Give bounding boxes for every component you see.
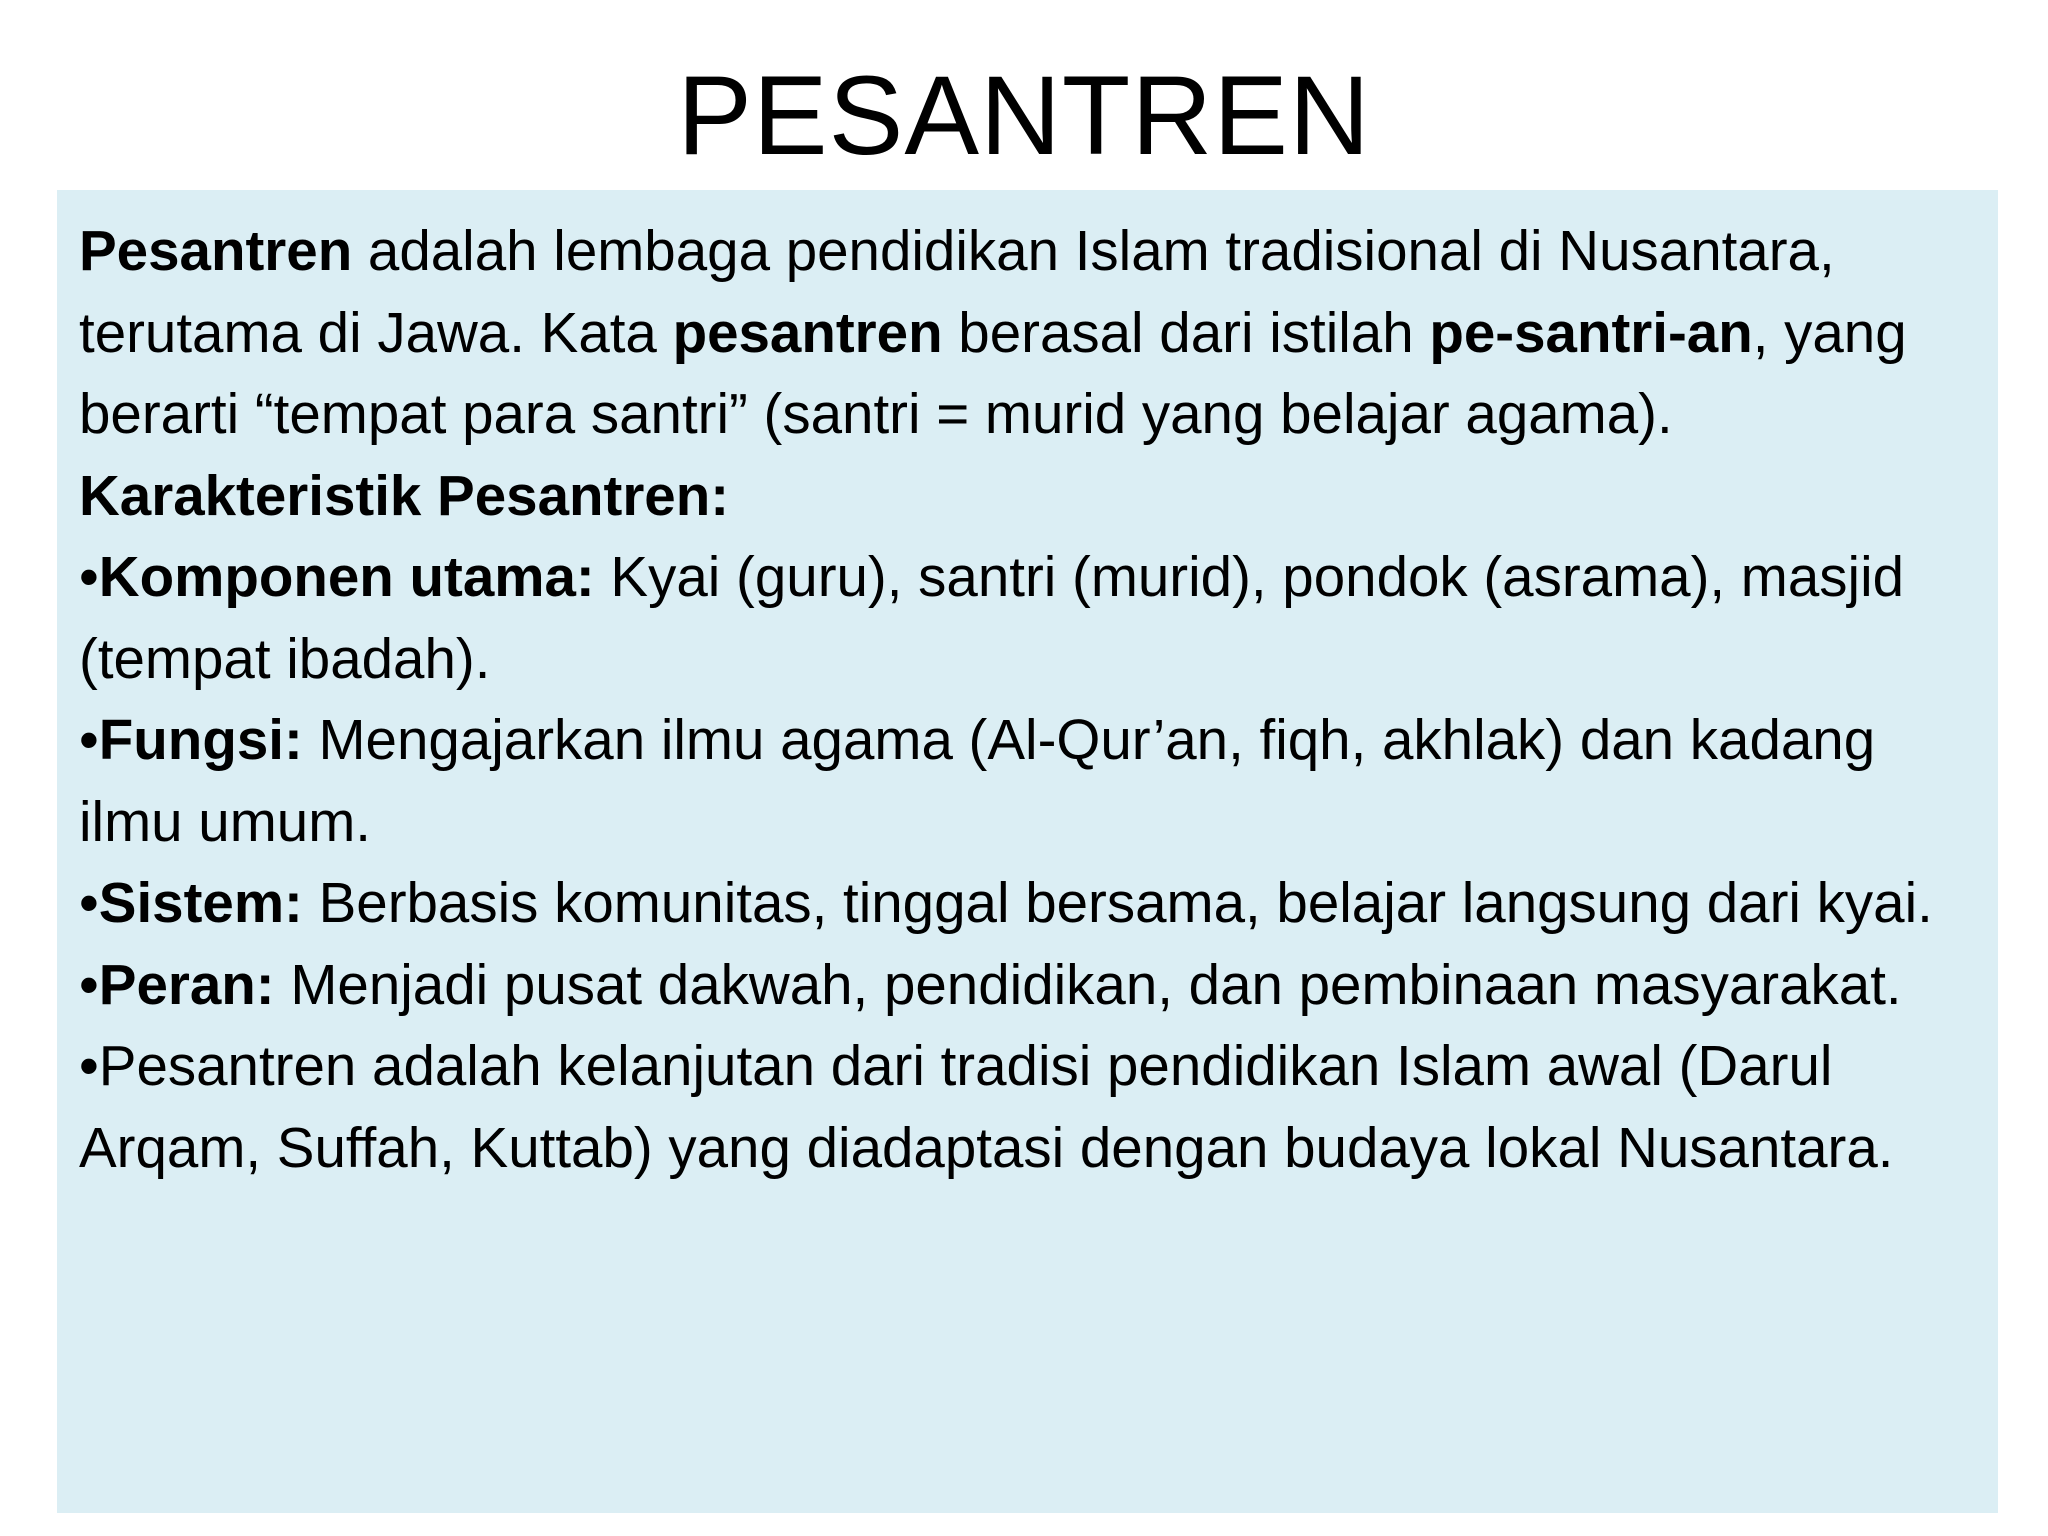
bullet-label: Sistem: [98,871,303,934]
bullet-marker: • [79,871,99,934]
intro-term-2: pesantren [672,300,943,364]
bullet-item-sistem [79,862,1974,944]
bullet-label: Fungsi: [98,708,303,771]
bullet-marker: • [79,952,99,1016]
intro-text-2: berasal dari istilah [942,300,1430,364]
section-heading [79,455,1974,537]
intro-text-1: adalah lembaga pendidikan Islam tradisional di Nusantara, terutama di Jawa. Kata [79,219,1835,364]
bullet-label: Komponen utama: [98,545,595,608]
bullet-label: Peran: [98,952,275,1016]
bullet-item-komponen [79,536,1974,699]
intro-text-3: , yang berarti “tempat para santri” (santri = murid yang belajar agama). [79,300,1907,445]
bullet-item-peran [79,944,1974,1026]
bullet-text: Mengajarkan ilmu agama (Al-Qur’an, fiqh, akhlak) dan kadang ilmu umum. [79,708,1876,853]
intro-term: Pesantren [79,219,353,282]
intro-paragraph [79,210,1974,455]
bullet-marker: • [79,708,99,771]
intro-term-3: pe-santri-an [1429,300,1753,364]
bullet-marker: • [79,545,99,608]
bullet-text: Pesantren adalah kelanjutan dari tradisi pendidikan Islam awal (Darul Arqam, Suffah, Kuttab) yang diadaptasi dengan budaya lokal Nusantara. [79,1034,1894,1179]
slide-title: PESANTREN [677,53,1371,178]
bullet-item-fungsi [79,699,1974,862]
section-heading-text: Karakteristik Pesantren: [79,463,730,527]
bullet-text: Menjadi pusat dakwah, pendidikan, dan pembinaan masyarakat. [274,952,1902,1016]
bullet-text: Berbasis komunitas, tinggal bersama, belajar langsung dari kyai. [302,871,1933,934]
bullet-item-kelanjutan [79,1025,1974,1188]
content-box [57,190,1998,1513]
bullet-text: Kyai (guru), santri (murid), pondok (asrama), masjid (tempat ibadah). [79,545,1905,690]
bullet-marker: • [79,1034,99,1097]
